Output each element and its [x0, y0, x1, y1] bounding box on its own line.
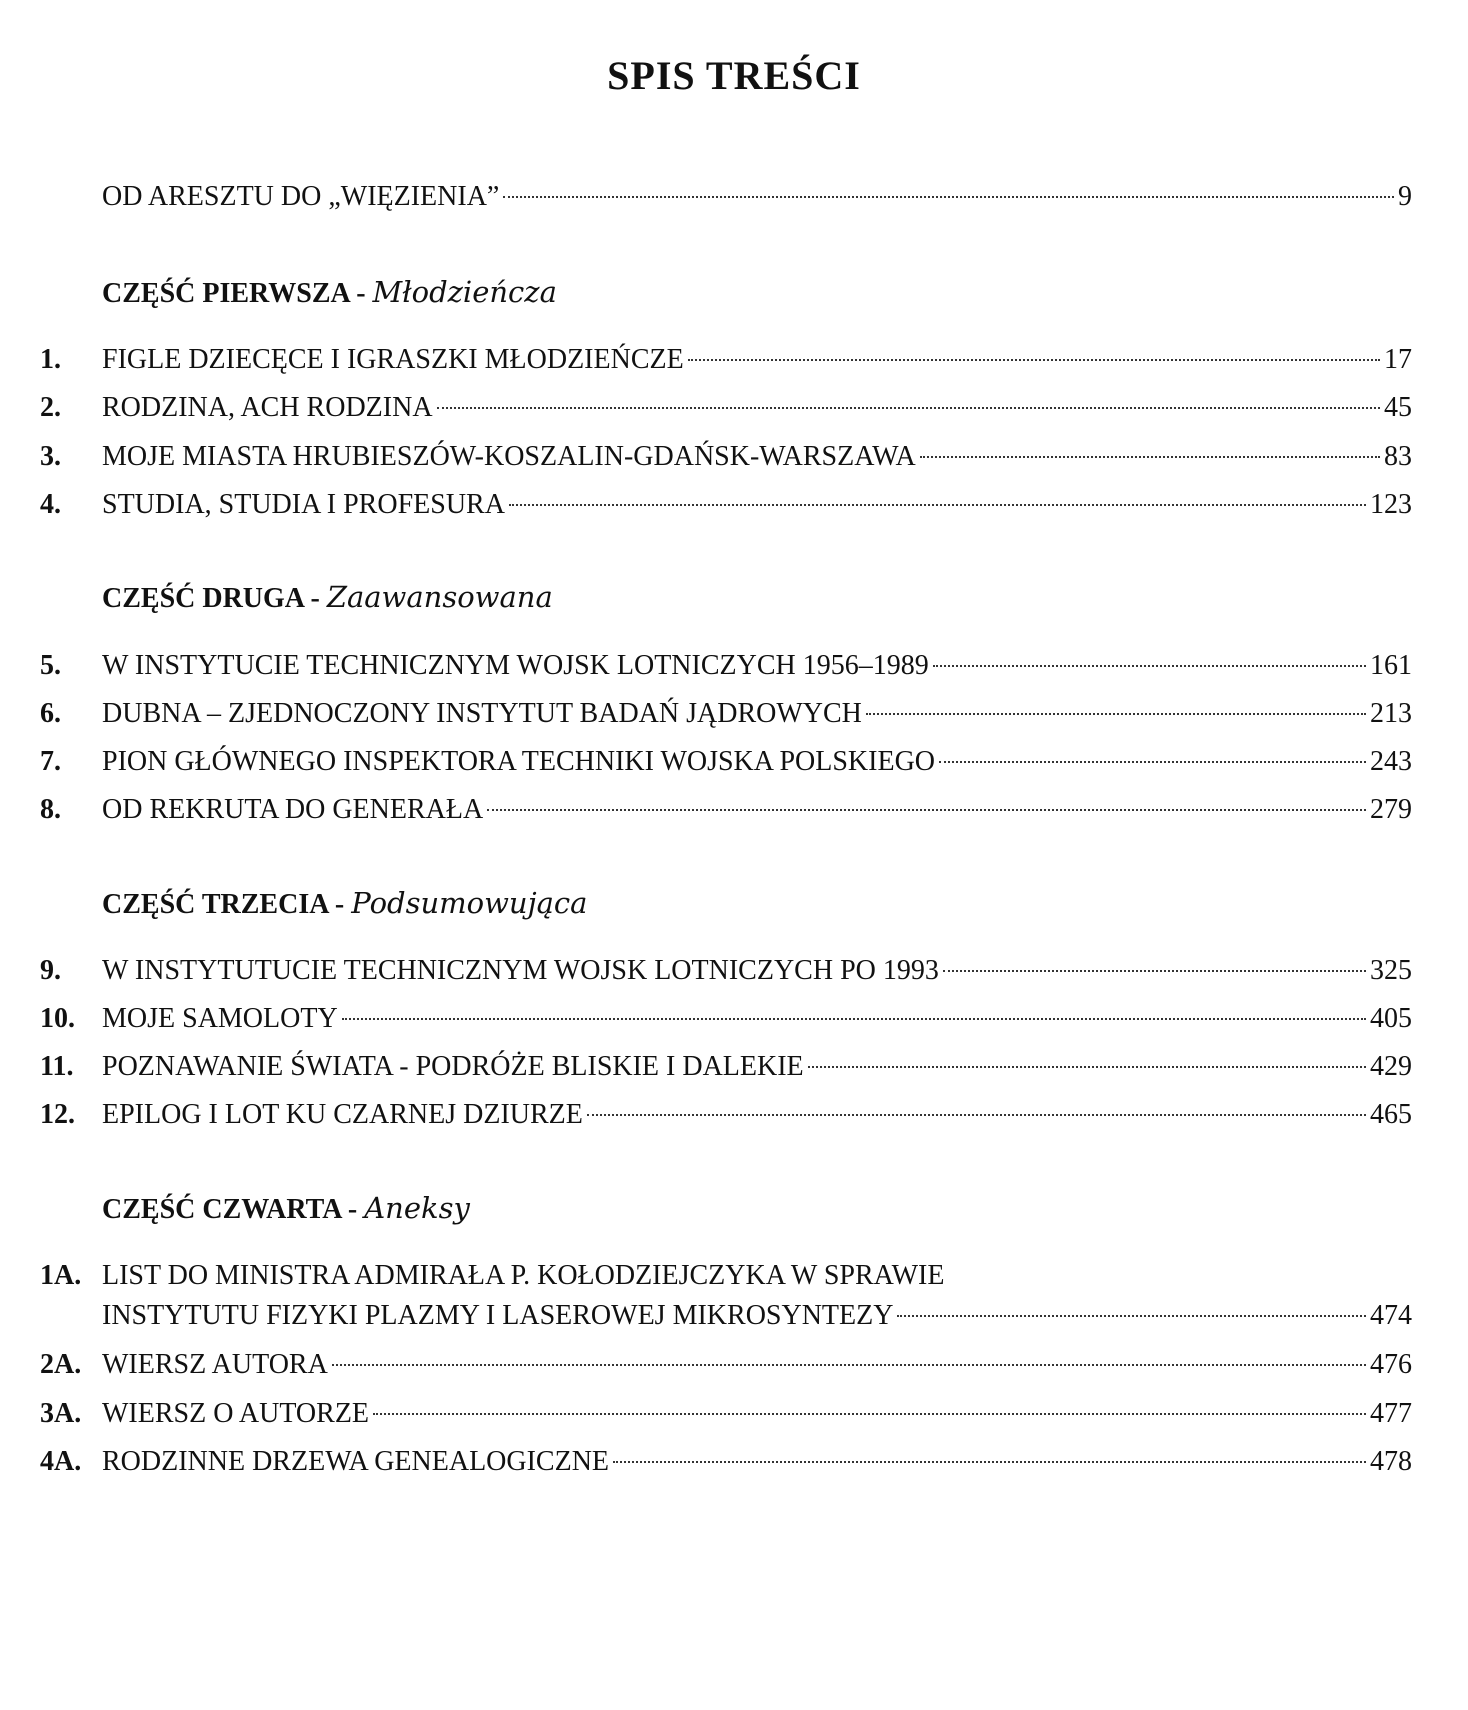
entry-label: OD REKRUTA DO GENERAŁA [102, 794, 484, 825]
dot-leader [509, 504, 1366, 506]
toc-entry[interactable] [40, 999, 1412, 1039]
entry-page: 123 [1370, 489, 1412, 520]
entry-label: FIGLE DZIECĘCE I IGRASZKI MŁODZIEŃCZE [102, 344, 684, 375]
entry-page: 474 [1370, 1300, 1412, 1331]
toc-entry[interactable] [40, 340, 1412, 380]
dot-leader [808, 1066, 1366, 1068]
entry-label: OD ARESZTU DO „WIĘZIENIA” [102, 181, 500, 212]
part-title: CZĘŚĆ DRUGA - [102, 583, 327, 614]
entry-number: 9. [40, 955, 61, 986]
toc-entry[interactable] [40, 951, 1412, 991]
entry-page: 478 [1370, 1446, 1412, 1477]
dot-leader [373, 1413, 1366, 1415]
entry-number: 5. [40, 650, 61, 681]
dot-leader [613, 1461, 1366, 1463]
entry-label: LIST DO MINISTRA ADMIRAŁA P. KOŁODZIEJCZYKA W SPRAWIE [102, 1260, 945, 1291]
toc-entry-first-line[interactable] [40, 1256, 1412, 1296]
part-subtitle: Aneksy [364, 1191, 470, 1225]
entry-page: 9 [1398, 181, 1412, 212]
entry-page: 213 [1370, 698, 1412, 729]
entry-label: MOJE MIASTA HRUBIESZÓW-KOSZALIN-GDAŃSK-WARSZAWA [102, 441, 916, 472]
entry-number: 8. [40, 794, 61, 825]
entry-number: 6. [40, 698, 61, 729]
dot-leader [503, 196, 1394, 198]
dot-leader [332, 1364, 1366, 1366]
part-subtitle: Młodzieńcza [372, 275, 557, 309]
toc-entry[interactable] [40, 790, 1412, 830]
entry-page: 325 [1370, 955, 1412, 986]
toc-entry[interactable] [40, 742, 1412, 782]
entry-number: 7. [40, 746, 61, 777]
entry-number: 3. [40, 441, 61, 472]
entry-page: 161 [1370, 650, 1412, 681]
dot-leader [897, 1315, 1366, 1317]
entry-number: 4A. [40, 1446, 82, 1477]
toc-entry[interactable] [40, 437, 1412, 477]
toc-entry[interactable] [40, 388, 1412, 428]
part-subtitle: Zaawansowana [326, 580, 553, 614]
part-heading-4 [102, 1188, 470, 1230]
part-title: CZĘŚĆ PIERWSZA - [102, 278, 373, 309]
toc-entry[interactable] [40, 694, 1412, 734]
dot-leader [688, 359, 1380, 361]
entry-label: EPILOG I LOT KU CZARNEJ DZIURZE [102, 1099, 583, 1130]
entry-number: 2A. [40, 1349, 82, 1380]
dot-leader [939, 761, 1366, 763]
entry-number: 2. [40, 392, 61, 423]
entry-page: 476 [1370, 1349, 1412, 1380]
dot-leader [943, 970, 1366, 972]
entry-page: 405 [1370, 1003, 1412, 1034]
entry-number: 1. [40, 344, 61, 375]
entry-number: 1A. [40, 1260, 82, 1291]
part-heading-3 [102, 883, 587, 925]
part-title: CZĘŚĆ TRZECIA - [102, 889, 352, 920]
entry-page: 465 [1370, 1099, 1412, 1130]
entry-label: RODZINA, ACH RODZINA [102, 392, 433, 423]
dot-leader [487, 809, 1366, 811]
entry-label: STUDIA, STUDIA I PROFESURA [102, 489, 505, 520]
dot-leader [933, 665, 1366, 667]
dot-leader [587, 1114, 1366, 1116]
toc-entry[interactable] [40, 485, 1412, 525]
dot-leader [866, 713, 1366, 715]
toc-entry-continuation[interactable] [102, 1296, 1412, 1336]
entry-label: WIERSZ O AUTORZE [102, 1398, 370, 1429]
entry-label: DUBNA – ZJEDNOCZONY INSTYTUT BADAŃ JĄDROWYCH [102, 698, 862, 729]
part-title: CZĘŚĆ CZWARTA - [102, 1194, 365, 1225]
toc-entry[interactable] [40, 1394, 1412, 1434]
toc-entry[interactable] [40, 1047, 1412, 1087]
entry-label: POZNAWANIE ŚWIATA - PODRÓŻE BLISKIE I DALEKIE [102, 1051, 804, 1082]
entry-label: W INSTYTUTUCIE TECHNICZNYM WOJSK LOTNICZYCH PO 1993 [102, 955, 939, 986]
toc-entry[interactable] [40, 1442, 1412, 1482]
entry-page: 243 [1370, 746, 1412, 777]
entry-page: 17 [1384, 344, 1412, 375]
entry-label: RODZINNE DRZEWA GENEALOGICZNE [102, 1446, 610, 1477]
entry-label: W INSTYTUCIE TECHNICZNYM WOJSK LOTNICZYCH 1956–1989 [102, 650, 929, 681]
dot-leader [342, 1018, 1366, 1020]
entry-label: MOJE SAMOLOTY [102, 1003, 338, 1034]
entry-label: PION GŁÓWNEGO INSPEKTORA TECHNIKI WOJSKA POLSKIEGO [102, 746, 936, 777]
entry-page: 429 [1370, 1051, 1412, 1082]
part-subtitle: Podsumowująca [351, 886, 588, 920]
dot-leader [437, 407, 1380, 409]
entry-label: WIERSZ AUTORA [102, 1349, 328, 1380]
toc-entry[interactable] [40, 1095, 1412, 1135]
dot-leader [920, 456, 1380, 458]
entry-number: 11. [40, 1051, 74, 1082]
entry-number: 3A. [40, 1398, 82, 1429]
page-title: SPIS TREŚCI [607, 53, 861, 98]
entry-number: 4. [40, 489, 61, 520]
entry-number: 10. [40, 1003, 75, 1034]
entry-page: 279 [1370, 794, 1412, 825]
entry-label-continuation: INSTYTUTU FIZYKI PLAZMY I LASEROWEJ MIKROSYNTEZY [102, 1300, 894, 1331]
toc-entry[interactable] [40, 646, 1412, 686]
entry-number: 12. [40, 1099, 75, 1130]
toc-entry-intro[interactable] [102, 177, 1412, 217]
part-heading-1 [102, 272, 557, 314]
toc-entry[interactable] [40, 1345, 1412, 1385]
entry-page: 45 [1384, 392, 1412, 423]
entry-page: 83 [1384, 441, 1412, 472]
entry-page: 477 [1370, 1398, 1412, 1429]
part-heading-2 [102, 577, 553, 619]
